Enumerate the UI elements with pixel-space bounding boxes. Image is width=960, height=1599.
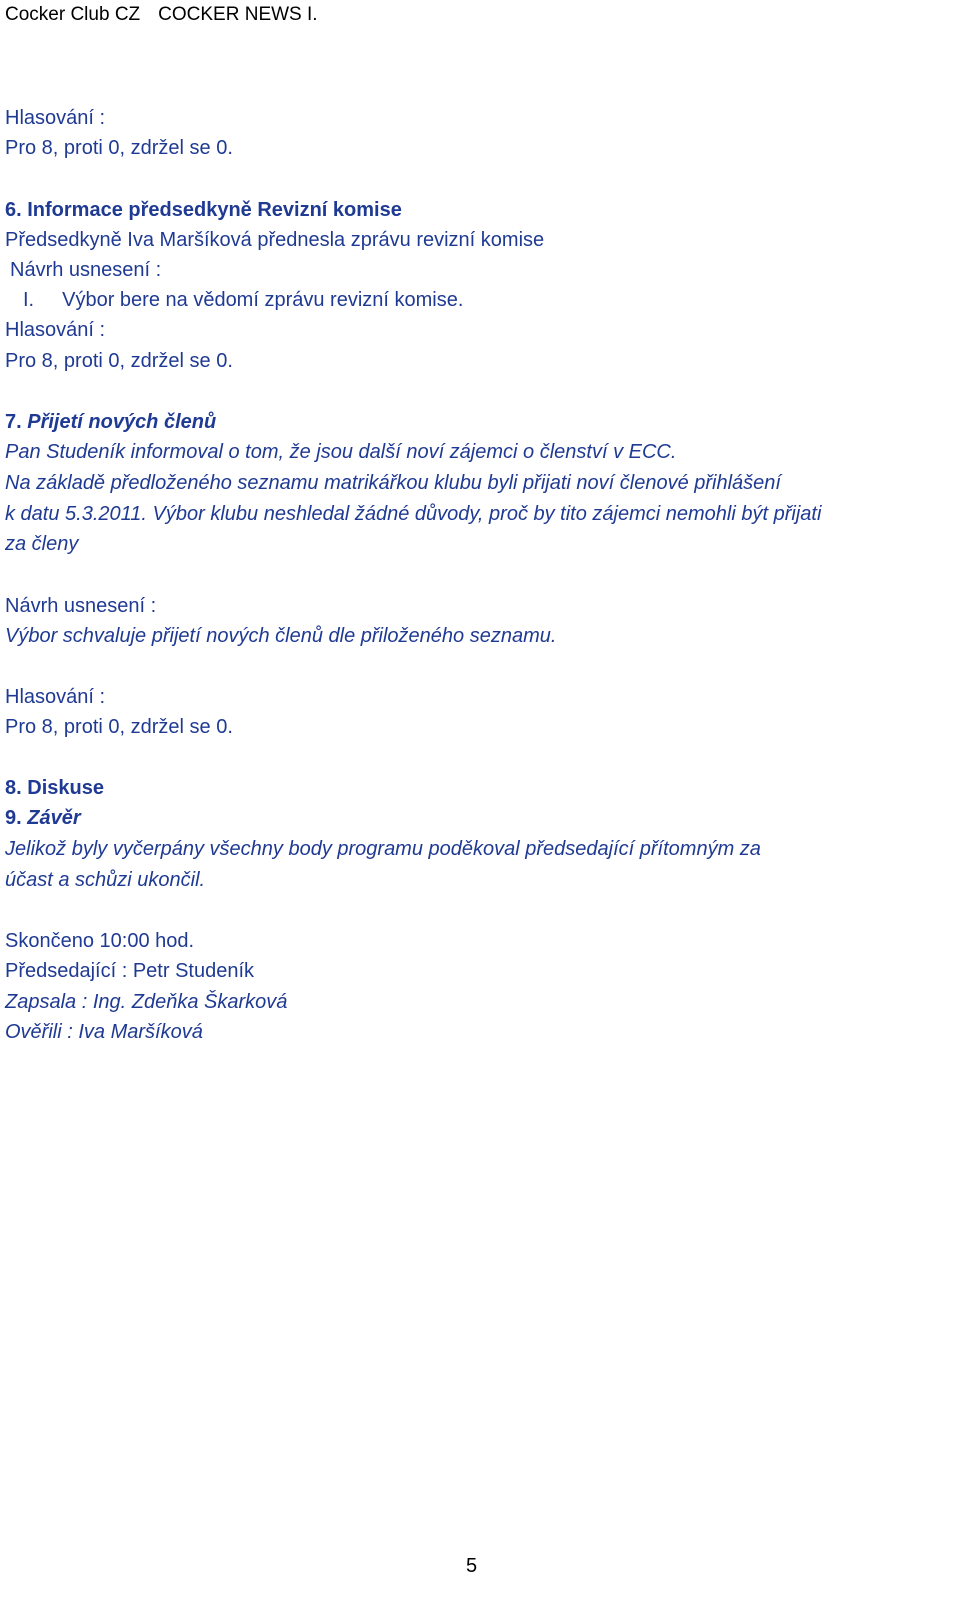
section-6-text: Předsedkyně Iva Maršíková přednesla zprávu revizní komise [5, 229, 545, 251]
section-7-number: 7. [5, 411, 22, 433]
section-9-number: 9. [5, 807, 22, 829]
section-7-title: Přijetí nových členů [27, 411, 217, 433]
section-6-proposal [23, 286, 463, 314]
section-6-roman-numeral: I. [23, 289, 35, 311]
section-7-vote-result: Pro 8, proti 0, zdržel se 0. [5, 716, 233, 738]
closing-ended: Skončeno 10:00 hod. [5, 930, 195, 952]
header-newsletter-title: COCKER NEWS I. [158, 4, 318, 25]
section-9-line-1: Jelikož byly vyčerpány všechny body programu poděkoval předsedající přítomným za [5, 838, 761, 860]
page-number: 5 [466, 1555, 478, 1577]
section-6-vote-result: Pro 8, proti 0, zdržel se 0. [5, 350, 233, 372]
vote-result-top: Pro 8, proti 0, zdržel se 0. [5, 137, 233, 159]
section-6-proposal-label: Návrh usnesení : [10, 259, 162, 281]
page-header [5, 2, 318, 28]
section-7-proposal-label: Návrh usnesení : [5, 595, 157, 617]
header-club-name: Cocker Club CZ [5, 4, 141, 25]
closing-chair: Předsedající : Petr Studeník [5, 960, 255, 982]
section-7-line-2: Na základě předloženého seznamu matrikářkou klubu byli přijati noví členové přihlášení [5, 472, 781, 494]
section-7-proposal-text: Výbor schvaluje přijetí nových členů dle přiloženého seznamu. [5, 625, 557, 647]
section-6-proposal-text: Výbor bere na vědomí zprávu revizní komise. [62, 289, 464, 311]
section-6-vote-label: Hlasování : [5, 319, 106, 341]
closing-recorder: Zapsala : Ing. Zdeňka Škarková [5, 991, 288, 1013]
section-8-title: Diskuse [27, 777, 104, 799]
section-9-heading [5, 804, 81, 832]
section-6-title: Informace předsedkyně Revizní komise [27, 199, 402, 221]
section-7-line-4: za členy [5, 533, 79, 555]
section-9-line-2: účast a schůzi ukončil. [5, 869, 206, 891]
section-8-heading [5, 774, 104, 802]
section-9-title: Závěr [27, 807, 81, 829]
closing-verified: Ověřili : Iva Maršíková [5, 1021, 203, 1043]
section-7-vote-label: Hlasování : [5, 686, 106, 708]
section-7-line-3: k datu 5.3.2011. Výbor klubu neshledal žádné důvody, proč by tito zájemci nemohli být přijati [5, 503, 822, 525]
section-8-number: 8. [5, 777, 22, 799]
section-6-heading [5, 196, 402, 224]
section-7-heading [5, 408, 216, 436]
section-7-line-1: Pan Studeník informoval o tom, že jsou další noví zájemci o členství v ECC. [5, 441, 677, 463]
vote-label-top: Hlasování : [5, 107, 106, 129]
section-6-number: 6. [5, 199, 22, 221]
